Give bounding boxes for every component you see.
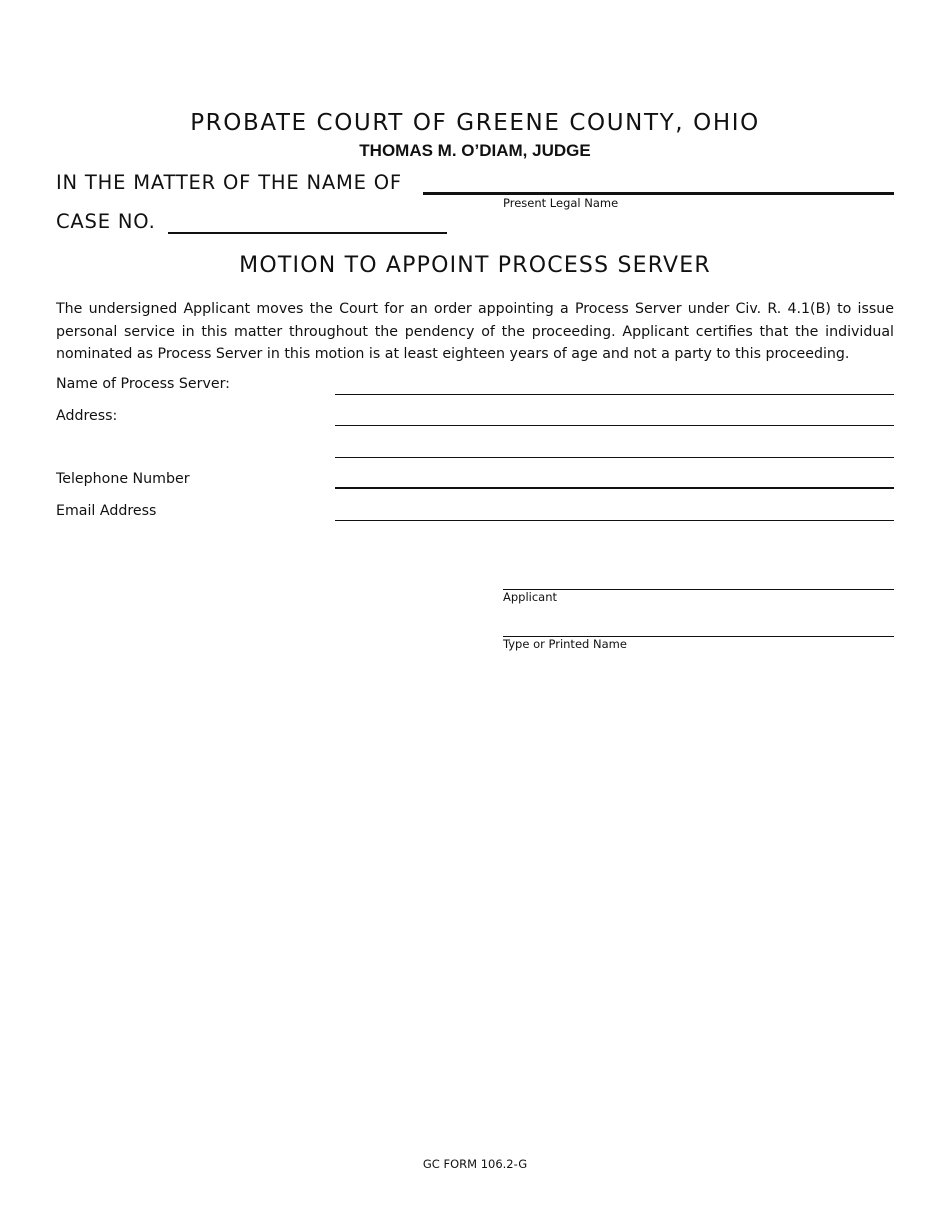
case-number-label: CASE NO. xyxy=(56,210,156,233)
applicant-caption: Applicant xyxy=(503,590,558,604)
case-number-field-line[interactable] xyxy=(168,232,447,234)
form-number: GC FORM 106.2-G xyxy=(422,1157,528,1171)
judge-name: THOMAS M. O’DIAM, JUDGE xyxy=(359,141,591,160)
applicant-signature-line[interactable] xyxy=(503,589,894,590)
email-label: Email Address xyxy=(56,503,157,519)
printed-name-caption: Type or Printed Name xyxy=(503,637,627,651)
address-field-line-1[interactable] xyxy=(335,425,894,426)
motion-body-text: The undersigned Applicant moves the Court for an order appointing a Process Server under Civ. R. 4.1(B) to issue personal service in this matter throughout the pendency of the proceeding. Applicant certifies that the individual nominated as Process Server in this motion is at least eighteen years of age and not a party to this proceeding. xyxy=(56,301,894,362)
telephone-field-line[interactable] xyxy=(335,487,894,489)
email-field-line[interactable] xyxy=(335,520,894,521)
motion-title: MOTION TO APPOINT PROCESS SERVER xyxy=(239,253,711,278)
matter-label: IN THE MATTER OF THE NAME OF xyxy=(56,171,402,194)
process-server-name-label: Name of Process Server: xyxy=(56,376,230,392)
address-field-line-2[interactable] xyxy=(335,457,894,458)
address-label: Address: xyxy=(56,408,118,424)
process-server-name-field-line[interactable] xyxy=(335,394,894,395)
present-legal-name-caption: Present Legal Name xyxy=(503,196,619,210)
court-title: PROBATE COURT OF GREENE COUNTY, OHIO xyxy=(190,110,760,136)
telephone-label: Telephone Number xyxy=(56,471,190,487)
legal-name-field-line[interactable] xyxy=(423,192,894,195)
